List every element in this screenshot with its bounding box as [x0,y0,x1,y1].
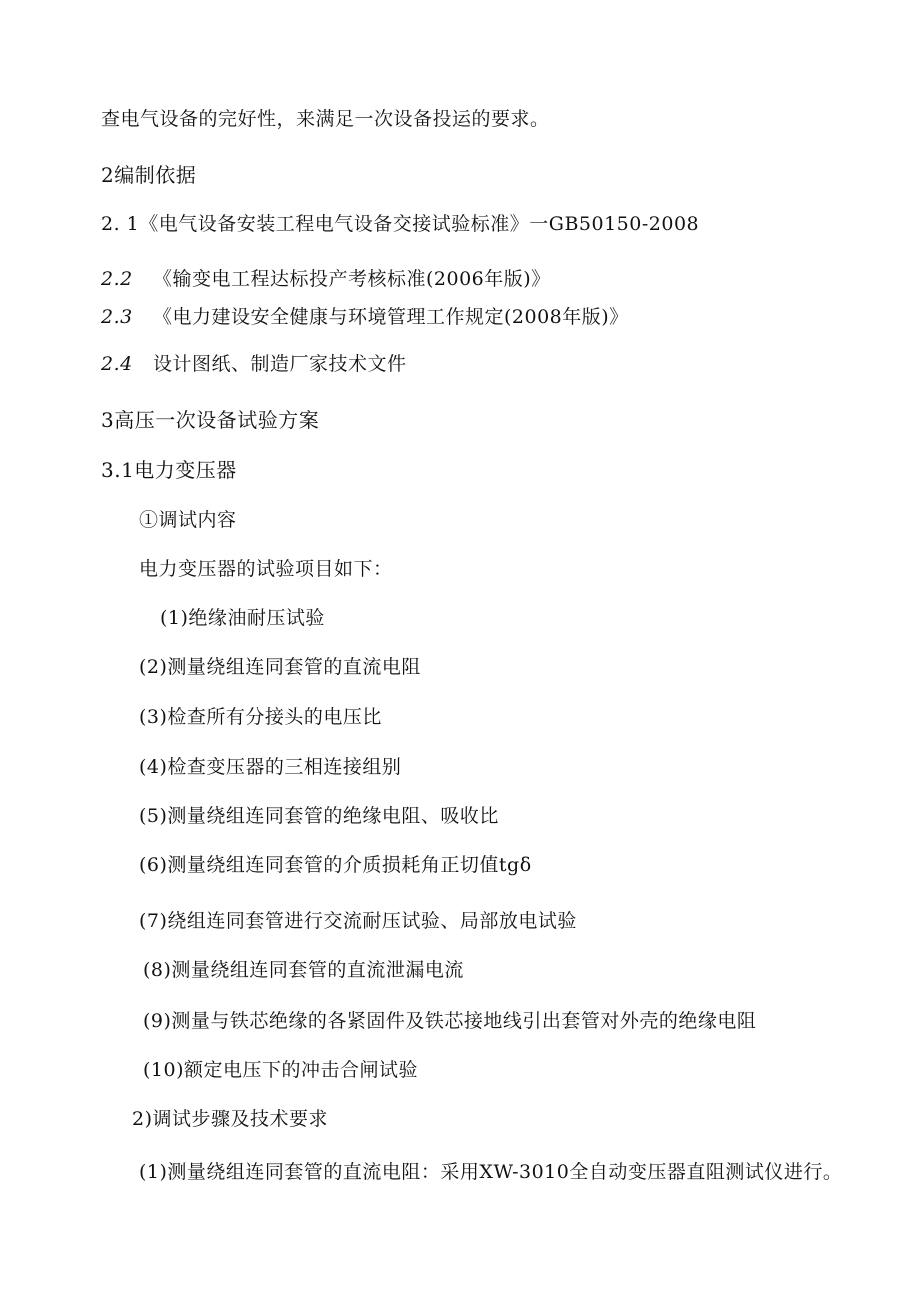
test-item: (10)额定电压下的冲击合闸试验 [143,1059,419,1081]
reference-text: 《电气设备安装工程电气设备交接试验标准》一GB50150-2008 [139,213,700,235]
reference-number: 2.4 [101,353,133,375]
reference-text: 《输变电工程达标投产考核标准(2006年版)》 [153,268,551,290]
items-intro: 电力变压器的试验项目如下： [139,558,393,580]
reference-number: 2. 1 [101,213,140,235]
reference-number: 2.3 [101,306,133,328]
intro-line: 查电气设备的完好性，来满足一次设备投运的要求。 [101,108,550,130]
test-item: (1)绝缘油耐压试验 [160,607,325,629]
test-item: (9)测量与铁芯绝缘的各紧固件及铁芯接地线引出套管对外壳的绝缘电阻 [143,1010,757,1032]
reference-text: 设计图纸、制造厂家技术文件 [153,353,407,375]
section-2-heading: 2编制依据 [101,163,197,187]
reference-text: 《电力建设安全健康与环境管理工作规定(2008年版)》 [153,306,629,328]
step-item: (1)测量绕组连同套管的直流电阻：采用XW-3010全自动变压器直阻测试仪进行。 [139,1161,843,1183]
test-item: (7)绕组连同套管进行交流耐压试验、局部放电试验 [139,910,577,932]
section-3-heading: 3高压一次设备试验方案 [101,408,320,432]
test-item: (8)测量绕组连同套管的直流泄漏电流 [143,959,464,981]
debug-content-title: ①调试内容 [139,509,237,531]
reference-item [101,212,699,236]
steps-title: 2)调试步骤及技术要求 [132,1108,329,1130]
subsection-heading: 3.1电力变压器 [101,458,237,482]
test-item: (6)测量绕组连同套管的介质损耗角正切值tgδ [139,854,532,876]
reference-item [101,267,551,291]
test-item: (3)检查所有分接头的电压比 [139,706,382,728]
test-item: (4)检查变压器的三相连接组别 [139,756,402,778]
test-item: (2)测量绕组连同套管的直流电阻 [139,656,421,678]
reference-item [101,305,629,329]
reference-number: 2.2 [101,268,133,290]
reference-item [101,352,407,376]
test-item: (5)测量绕组连同套管的绝缘电阻、吸收比 [139,805,499,827]
